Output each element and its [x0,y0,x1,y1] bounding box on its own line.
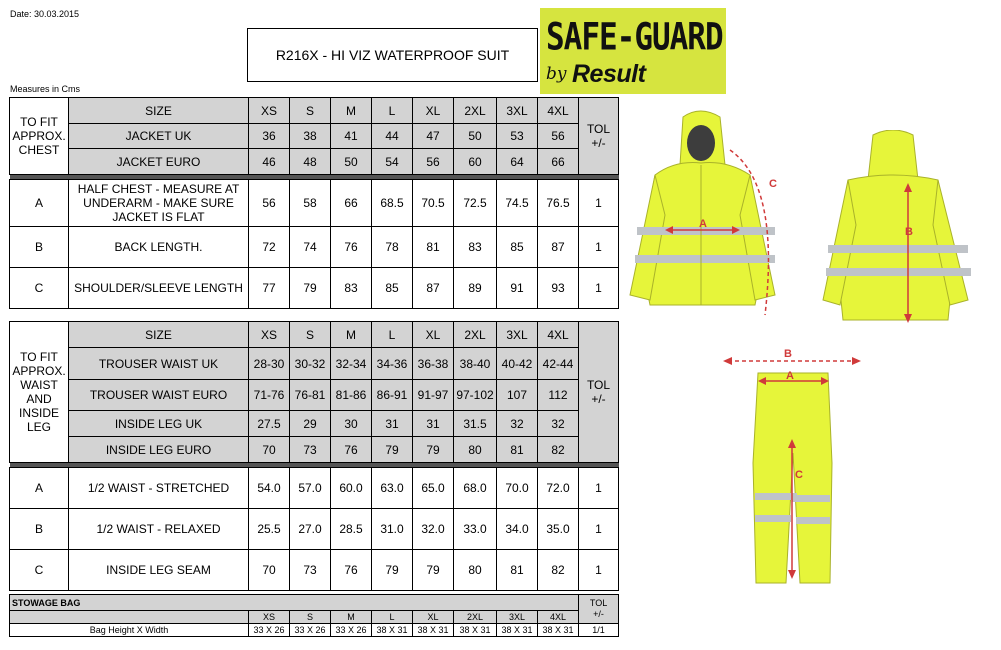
cell: 82 [538,437,579,463]
cell: 79 [290,268,331,309]
arrow-head [788,570,796,579]
size-col: 2XL [454,98,497,124]
cell: 76 [331,550,372,591]
label-c: C [769,178,777,190]
size-col: L [372,611,413,624]
cell: 42-44 [538,348,579,380]
cell: 77 [249,268,290,309]
cell: 70 [249,437,290,463]
cell: 76 [331,437,372,463]
cell: 27.5 [249,411,290,437]
size-col: 3XL [497,322,538,348]
arrow-head [852,357,861,365]
tol-label: TOL [589,598,608,608]
size-col: 4XL [538,322,579,348]
label-a: A [786,370,794,382]
cell: 63.0 [372,468,413,509]
cell: 74.5 [497,180,538,227]
cell: 31 [372,411,413,437]
cell: 31 [413,411,454,437]
cell: 80 [454,550,497,591]
jacket-fit-label: TO FIT APPROX. CHEST [10,98,69,175]
cell: 68.0 [454,468,497,509]
cell: 79 [372,550,413,591]
row-label: TROUSER WAIST UK [69,348,249,380]
cell: 81-86 [331,380,372,411]
cell: 72.5 [454,180,497,227]
cell: 30-32 [290,348,331,380]
cell: 80 [454,437,497,463]
cell: 71-76 [249,380,290,411]
cell: 54 [372,149,413,175]
cell: 38 X 31 [538,624,579,637]
tol-label: TOL [586,122,611,136]
cell: 31.0 [372,509,413,550]
size-col: XS [249,322,290,348]
cell: 79 [413,437,454,463]
size-col: 3XL [497,98,538,124]
cell: 86-91 [372,380,413,411]
cell: 36 [249,124,290,149]
stowage-bag-table [9,594,619,637]
size-col: XL [413,322,454,348]
size-col: 4XL [538,98,579,124]
cell: 41 [331,124,372,149]
cell: 54.0 [249,468,290,509]
cell: 32.0 [413,509,454,550]
size-col: 4XL [538,611,579,624]
tol-header [579,595,619,624]
cell: 70.0 [497,468,538,509]
cell: 44 [372,124,413,149]
measure-label: INSIDE LEG SEAM [69,550,249,591]
cell: 58 [290,180,331,227]
trouser-size-table [9,321,619,591]
cell: 89 [454,268,497,309]
size-col: XL [413,611,454,624]
size-col: XS [249,611,290,624]
cell: 32 [497,411,538,437]
measure-key: A [10,180,69,227]
size-col: XL [413,98,454,124]
cell: 38-40 [454,348,497,380]
tol-cell: 1 [579,268,619,309]
label-a: A [699,218,707,230]
measure-key: A [10,468,69,509]
measure-key: C [10,268,69,309]
cell: 66 [331,180,372,227]
cell: 60.0 [331,468,372,509]
cell: 34.0 [497,509,538,550]
trouser-illustration [720,343,870,593]
stowage-title: STOWAGE BAG [10,595,579,611]
measure-key: B [10,227,69,268]
label-c: C [795,469,803,481]
cell: 57.0 [290,468,331,509]
cell: 93 [538,268,579,309]
size-col: XS [249,98,290,124]
cell: 28-30 [249,348,290,380]
cell: 50 [331,149,372,175]
cell: 33 X 26 [290,624,331,637]
cell: 91 [497,268,538,309]
jacket-back-illustration [818,130,983,330]
measure-label: SHOULDER/SLEEVE LENGTH [69,268,249,309]
cell: 76.5 [538,180,579,227]
cell: 65.0 [413,468,454,509]
cell: 33 X 26 [249,624,290,637]
jacket-front-illustration [625,105,790,320]
measures-note: Measures in Cms [10,84,81,94]
tol-cell: 1/1 [579,624,619,637]
cell: 73 [290,437,331,463]
size-col: L [372,322,413,348]
measure-label: 1/2 WAIST - STRETCHED [69,468,249,509]
cell: 60 [454,149,497,175]
logo-safeguard: SAFE-GUARD [546,16,723,60]
cell: 38 X 31 [372,624,413,637]
size-col: M [331,322,372,348]
label-b: B [905,226,913,238]
cell: 85 [497,227,538,268]
tol-cell: 1 [579,227,619,268]
size-col: 2XL [454,322,497,348]
cell: 32-34 [331,348,372,380]
row-label: INSIDE LEG UK [69,411,249,437]
cell: 70 [249,550,290,591]
tol-cell: 1 [579,550,619,591]
cell: 81 [497,437,538,463]
measure-label: HALF CHEST - MEASURE AT UNDERARM - MAKE SURE JACKET IS FLAT [69,180,249,227]
cell: 48 [290,149,331,175]
arrow-head [723,357,732,365]
row-label: JACKET UK [69,124,249,149]
measure-key: B [10,509,69,550]
size-col: S [290,611,331,624]
cell: 76-81 [290,380,331,411]
logo-by: by [546,64,567,84]
cell: 46 [249,149,290,175]
measure-label: BACK LENGTH. [69,227,249,268]
brand-logo [540,8,726,94]
cell: 112 [538,380,579,411]
cell: 50 [454,124,497,149]
cell: 33.0 [454,509,497,550]
label-b: B [784,348,792,360]
cell: 38 X 31 [413,624,454,637]
cell: 35.0 [538,509,579,550]
cell: 33 X 26 [331,624,372,637]
tol-cell: 1 [579,180,619,227]
cell: 56 [249,180,290,227]
logo-result: Result [572,60,646,88]
cell: 82 [538,550,579,591]
cell: 79 [372,437,413,463]
tol-sub-label: +/- [591,136,606,150]
cell: 66 [538,149,579,175]
size-header: SIZE [69,98,249,124]
cell: 72 [249,227,290,268]
cell: 76 [331,227,372,268]
tol-header [579,322,619,463]
cell: 36-38 [413,348,454,380]
row-label: INSIDE LEG EURO [69,437,249,463]
row-label: TROUSER WAIST EURO [69,380,249,411]
measure-label: 1/2 WAIST - RELAXED [69,509,249,550]
date-label: Date: 30.03.2015 [10,9,80,19]
tol-sub-label: +/- [591,392,606,406]
cell: 25.5 [249,509,290,550]
cell: 56 [538,124,579,149]
size-header: SIZE [69,322,249,348]
tol-label: TOL [586,378,611,392]
cell: 81 [413,227,454,268]
cell: 32 [538,411,579,437]
cell: 31.5 [454,411,497,437]
size-col: M [331,98,372,124]
cell: 73 [290,550,331,591]
cell: 83 [331,268,372,309]
tol-cell: 1 [579,468,619,509]
cell: 47 [413,124,454,149]
tol-cell: 1 [579,509,619,550]
cell: 38 X 31 [497,624,538,637]
cell: 56 [413,149,454,175]
cell: 53 [497,124,538,149]
cell: 28.5 [331,509,372,550]
cell: 40-42 [497,348,538,380]
cell: 97-102 [454,380,497,411]
cell: 38 X 31 [454,624,497,637]
cell: 83 [454,227,497,268]
page-title: R216X - HI VIZ WATERPROOF SUIT [247,28,538,82]
cell: 38 [290,124,331,149]
cell: 87 [538,227,579,268]
stowage-blank [10,611,249,624]
cell: 74 [290,227,331,268]
cell: 87 [413,268,454,309]
cell: 85 [372,268,413,309]
size-col: S [290,98,331,124]
size-col: L [372,98,413,124]
tol-header [579,98,619,175]
cell: 64 [497,149,538,175]
jacket-size-table [9,97,619,309]
cell: 68.5 [372,180,413,227]
size-col: 3XL [497,611,538,624]
row-label: JACKET EURO [69,149,249,175]
cell: 79 [413,550,454,591]
size-col: M [331,611,372,624]
size-col: 2XL [454,611,497,624]
cell: 27.0 [290,509,331,550]
measure-key: C [10,550,69,591]
cell: 72.0 [538,468,579,509]
stowage-row-label: Bag Height X Width [10,624,249,637]
cell: 34-36 [372,348,413,380]
cell: 78 [372,227,413,268]
cell: 70.5 [413,180,454,227]
tol-sub-label: +/- [593,609,604,619]
cell: 29 [290,411,331,437]
trouser-fit-label: TO FIT APPROX. WAIST AND INSIDE LEG [10,322,69,463]
size-col: S [290,322,331,348]
cell: 81 [497,550,538,591]
cell: 107 [497,380,538,411]
cell: 91-97 [413,380,454,411]
cell: 30 [331,411,372,437]
